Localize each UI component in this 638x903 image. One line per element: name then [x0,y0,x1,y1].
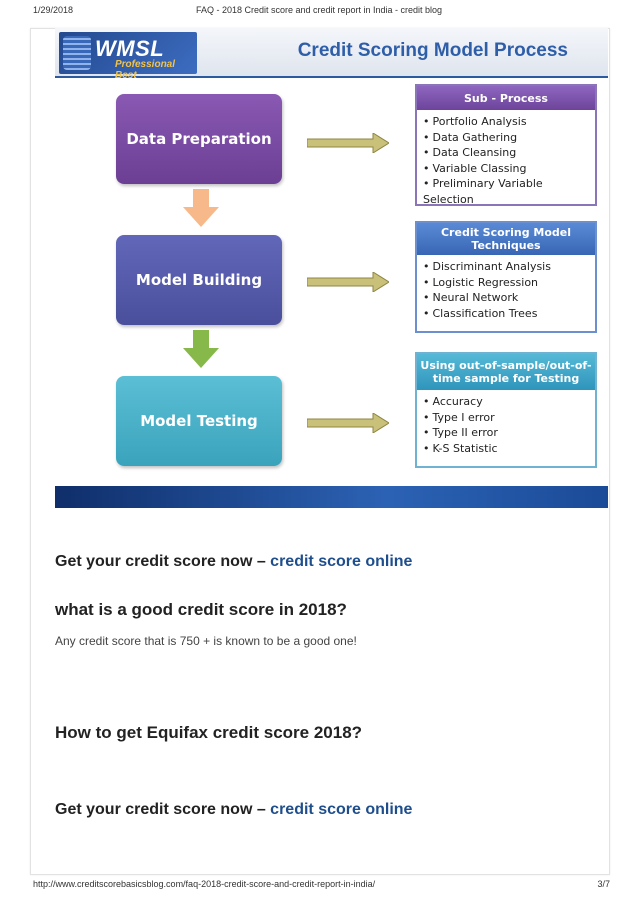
page-number: 3/7 [597,879,610,889]
diagram-bottom-band [55,486,608,508]
right-arrow-icon [307,133,389,153]
subprocess-box [415,84,597,206]
wmsl-logo [59,32,197,81]
stage-model-testing: Model Testing [116,376,282,466]
list-item: • Variable Classing [423,161,595,177]
list-item: • Classification Trees [423,306,595,322]
list-item: • Neural Network [423,290,595,306]
answer-text: Any credit score that is 750 + is known to be a good one! [55,634,357,648]
list-item: • Logistic Regression [423,275,595,291]
question-heading: How to get Equifax credit score 2018? [55,723,363,742]
logo-text: WMSL [95,36,165,61]
credit-score-online-link[interactable]: credit score online [270,801,413,818]
diagram-title: Credit Scoring Model Process [297,40,568,61]
techniques-box [415,221,597,333]
testing-heading: Using out-of-sample/out-of-time sample for Testing [417,354,595,390]
print-url: http://www.creditscorebasicsblog.com/faq-2018-credit-score-and-credit-report-in-india/ [33,879,376,889]
print-header [0,5,638,17]
stage-model-building: Model Building [116,235,282,325]
question-heading: what is a good credit score in 2018? [55,600,347,619]
stage-data-preparation: Data Preparation [116,94,282,184]
right-arrow-icon [307,413,389,433]
list-item: • Discriminant Analysis [423,259,595,275]
list-item: • Type I error [423,410,595,426]
credit-scoring-diagram [55,28,608,508]
techniques-heading: Credit Scoring Model Techniques [417,223,595,255]
print-footer [0,879,638,891]
print-title: FAQ - 2018 Credit score and credit report in India - credit blog [195,5,443,15]
cta-heading [55,801,412,819]
list-item: • Preliminary Variable Selection [423,176,595,207]
list-item: • Data Cleansing [423,145,595,161]
diagram-banner [55,28,608,81]
list-item: • K-S Statistic [423,441,595,457]
testing-box [415,352,597,468]
cta-text: Get your credit score now – [55,801,271,818]
logo-tagline: Professional Best [115,59,176,81]
cta-text: Get your credit score now – [55,553,271,570]
globe-icon [63,36,91,70]
list-item: • Accuracy [423,394,595,410]
down-arrow-icon [183,189,219,227]
right-arrow-icon [307,272,389,292]
list-item: • Type II error [423,425,595,441]
down-arrow-icon [183,330,219,368]
print-date: 1/29/2018 [33,5,74,15]
list-item: • Portfolio Analysis [423,114,595,130]
subprocess-heading: Sub - Process [417,86,595,110]
list-item: • Data Gathering [423,130,595,146]
cta-heading [55,553,412,571]
credit-score-online-link[interactable]: credit score online [270,553,413,570]
